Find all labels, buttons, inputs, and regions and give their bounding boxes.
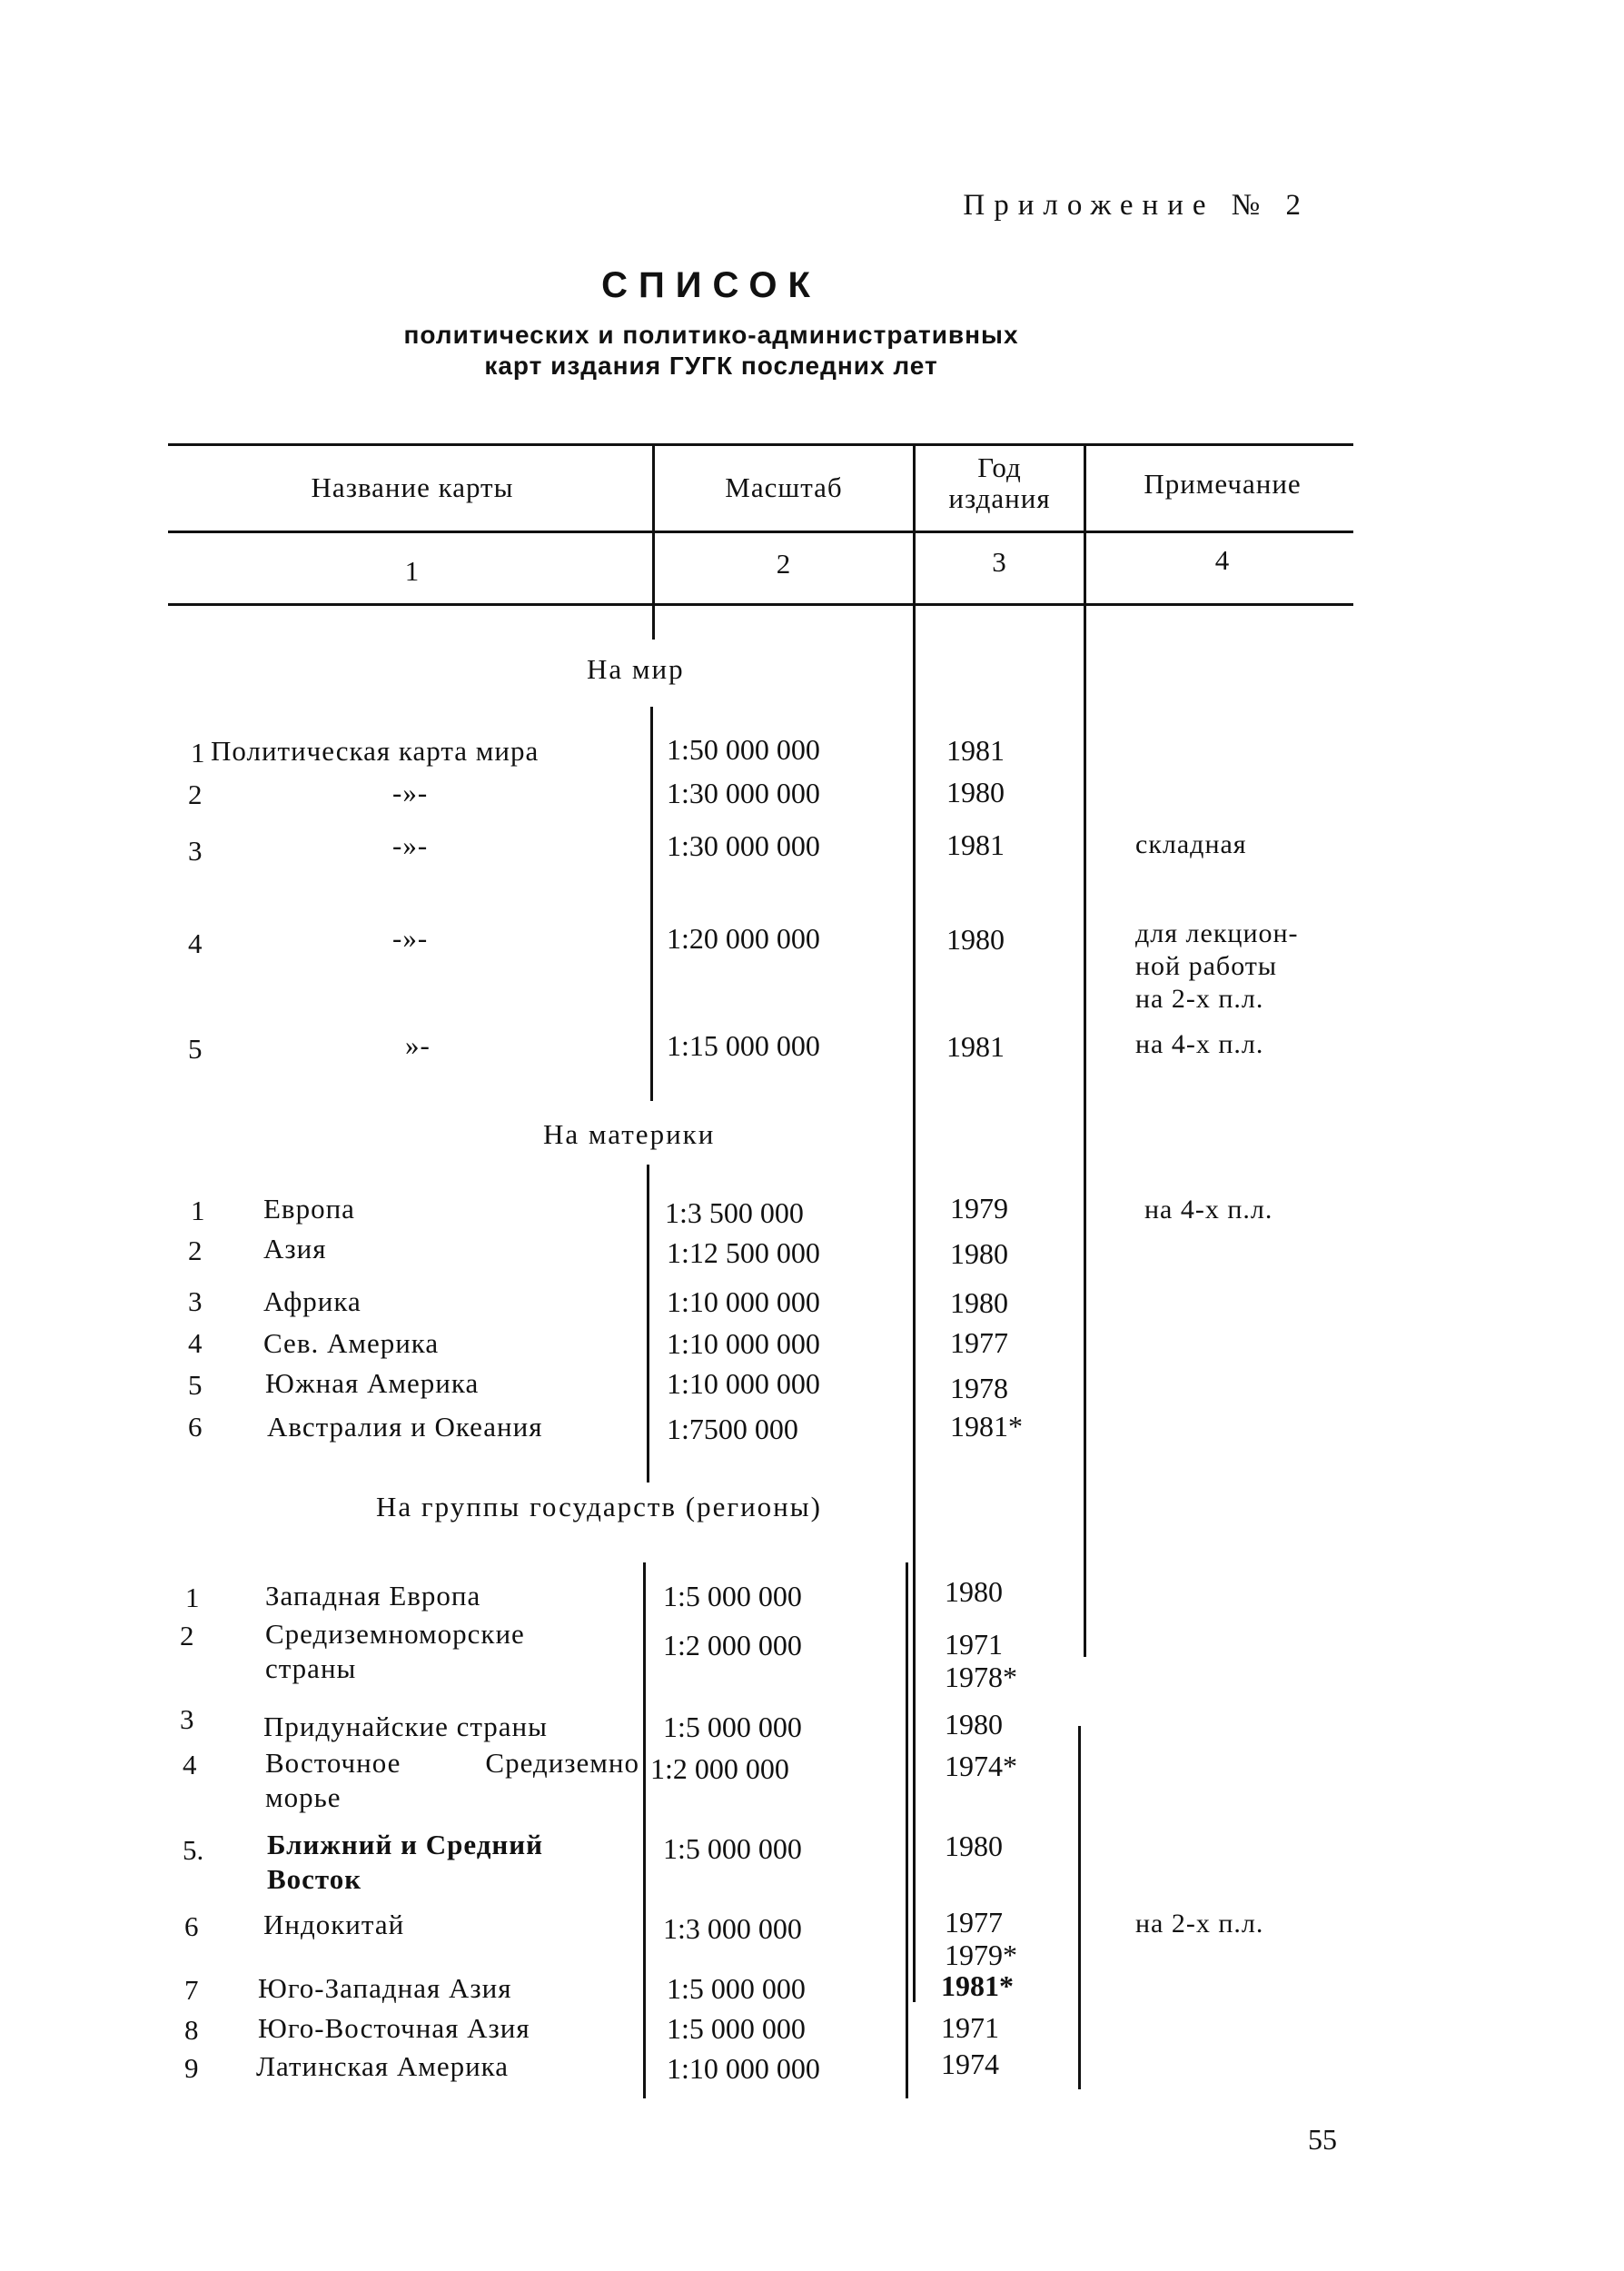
map-scale: 1:5 000 000 (663, 1580, 802, 1612)
map-name: Африка (263, 1285, 361, 1317)
document-subtitle (0, 320, 1422, 382)
row-number: 1 (191, 1195, 205, 1226)
map-name: -»- (392, 777, 429, 808)
section-title-world: На мир (587, 653, 685, 685)
row-number: 3 (188, 1285, 203, 1317)
map-name: Восточное Средиземно морье (265, 1747, 639, 1813)
column-number-3: 3 (992, 546, 1007, 578)
divider-name-scale-regions (643, 1562, 646, 2098)
row-number: 1 (185, 1582, 200, 1613)
map-name: Индокитай (263, 1909, 405, 1940)
publication-year: 1981* (950, 1410, 1023, 1443)
divider-stub (652, 603, 655, 640)
map-name: Юго-Восточная Азия (258, 2012, 530, 2044)
row-number: 4 (183, 1749, 197, 1780)
map-name: »- (405, 1029, 431, 1061)
row-number: 8 (184, 2014, 199, 2046)
map-scale: 1:10 000 000 (667, 1327, 820, 1360)
note: на 2-х п.л. (1135, 1909, 1264, 1939)
map-scale: 1:3 500 000 (665, 1196, 804, 1229)
map-scale: 1:5 000 000 (663, 1711, 802, 1743)
map-name: Азия (263, 1233, 327, 1264)
column-header-name: Название карты (311, 471, 514, 503)
publication-year: 1971 1978* (945, 1628, 1017, 1693)
row-number: 4 (188, 927, 203, 959)
divider-name-scale-world (650, 707, 653, 1101)
row-number: 5 (188, 1033, 203, 1065)
map-scale: 1:30 000 000 (667, 829, 820, 862)
column-numbers-rule (168, 603, 1353, 606)
section-title-regions: На группы государств (регионы) (376, 1491, 822, 1522)
map-name: Европа (263, 1193, 355, 1225)
row-number: 3 (180, 1703, 194, 1735)
map-scale: 1:2 000 000 (663, 1629, 802, 1661)
publication-year: 1980 (945, 1575, 1003, 1608)
publication-year: 1980 (950, 1286, 1008, 1319)
publication-year: 1981 (946, 828, 1005, 861)
map-name: Сев. Америка (263, 1327, 440, 1359)
map-scale: 1:5 000 000 (667, 2012, 806, 2045)
publication-year: 1980 (945, 1708, 1003, 1740)
subtitle-line-1: политических и политико-административных (403, 321, 1019, 349)
column-header-scale: Масштаб (725, 471, 843, 503)
document-title: СПИСОК (601, 265, 821, 305)
publication-year: 1977 1979* (945, 1906, 1017, 1971)
divider-year-note-header (1084, 443, 1086, 603)
publication-year: 1974 (941, 2048, 999, 2080)
map-name: Ближний и Средний Восток (267, 1829, 544, 1895)
divider-name-scale-continents (647, 1165, 649, 1483)
publication-year: 1974* (945, 1750, 1017, 1782)
map-name: -»- (392, 922, 429, 954)
map-scale: 1:2 000 000 (650, 1752, 789, 1785)
map-name: Средиземноморские страны (265, 1618, 525, 1684)
note: на 4-х п.л. (1135, 1029, 1264, 1059)
map-name: Придунайские страны (263, 1711, 548, 1742)
map-scale: 1:20 000 000 (667, 922, 820, 955)
row-number: 2 (188, 778, 203, 810)
map-scale: 1:10 000 000 (667, 1367, 820, 1400)
map-scale: 1:12 500 000 (667, 1236, 820, 1269)
row-number: 2 (188, 1235, 203, 1266)
note: на 4-х п.л. (1144, 1195, 1273, 1225)
header-rule (168, 531, 1353, 533)
publication-year: 1980 (945, 1830, 1003, 1862)
map-scale: 1:7500 000 (667, 1413, 798, 1445)
subtitle-line-2: карт издания ГУГК последних лет (484, 352, 938, 380)
column-header-note: Примечание (1144, 468, 1302, 500)
map-scale: 1:10 000 000 (667, 2052, 820, 2085)
map-scale: 1:10 000 000 (667, 1285, 820, 1318)
row-number: 4 (188, 1327, 203, 1359)
column-header-year: Год издания (948, 451, 1051, 514)
publication-year: 1981 (946, 1030, 1005, 1063)
row-number: 6 (184, 1910, 199, 1942)
divider-year-note-body (1084, 603, 1086, 1657)
publication-year: 1981 (946, 734, 1005, 767)
publication-year: 1981* (941, 1969, 1014, 2002)
map-name: Политическая карта мира (211, 735, 540, 767)
appendix-label: Приложение № 2 (963, 189, 1310, 222)
publication-year: 1979 (950, 1192, 1008, 1225)
map-name: Западная Европа (265, 1580, 481, 1612)
divider-scale-year-body (913, 603, 916, 2002)
divider-scale-year-regions (906, 1562, 908, 2098)
table-top-rule (168, 443, 1353, 446)
publication-year: 1978 (950, 1372, 1008, 1404)
column-number-4: 4 (1214, 544, 1231, 576)
map-scale: 1:15 000 000 (667, 1029, 820, 1062)
map-name: Южная Америка (265, 1367, 480, 1399)
row-number: 2 (180, 1620, 194, 1651)
publication-year: 1977 (950, 1326, 1008, 1359)
section-title-continents: На материки (543, 1118, 716, 1150)
map-scale: 1:5 000 000 (667, 1972, 806, 2005)
row-number: 9 (184, 2052, 199, 2084)
row-number: 6 (188, 1411, 203, 1443)
page-number: 55 (1308, 2123, 1337, 2156)
map-scale: 1:50 000 000 (667, 733, 820, 766)
map-scale: 1:3 000 000 (663, 1912, 802, 1945)
column-number-2: 2 (776, 548, 792, 580)
map-name: Австралия и Океания (267, 1411, 543, 1443)
map-name: Юго-Западная Азия (258, 1972, 512, 2004)
map-scale: 1:5 000 000 (663, 1832, 802, 1865)
row-number: 3 (188, 835, 203, 867)
map-scale: 1:30 000 000 (667, 777, 820, 809)
row-number: 5 (188, 1369, 203, 1401)
publication-year: 1980 (950, 1237, 1008, 1270)
row-number: 5. (183, 1834, 204, 1866)
note: складная (1135, 829, 1247, 859)
publication-year: 1971 (941, 2011, 999, 2044)
row-number: 7 (184, 1974, 199, 2006)
map-name: Латинская Америка (256, 2050, 510, 2082)
publication-year: 1980 (946, 776, 1005, 808)
row-number: 1 (191, 737, 205, 769)
note: для лекцион- ной работы на 2-х п.л. (1135, 918, 1299, 1014)
publication-year: 1980 (946, 923, 1005, 956)
map-name: -»- (392, 829, 429, 861)
column-number-1: 1 (404, 555, 421, 587)
divider-year-note-regions (1078, 1726, 1081, 2089)
